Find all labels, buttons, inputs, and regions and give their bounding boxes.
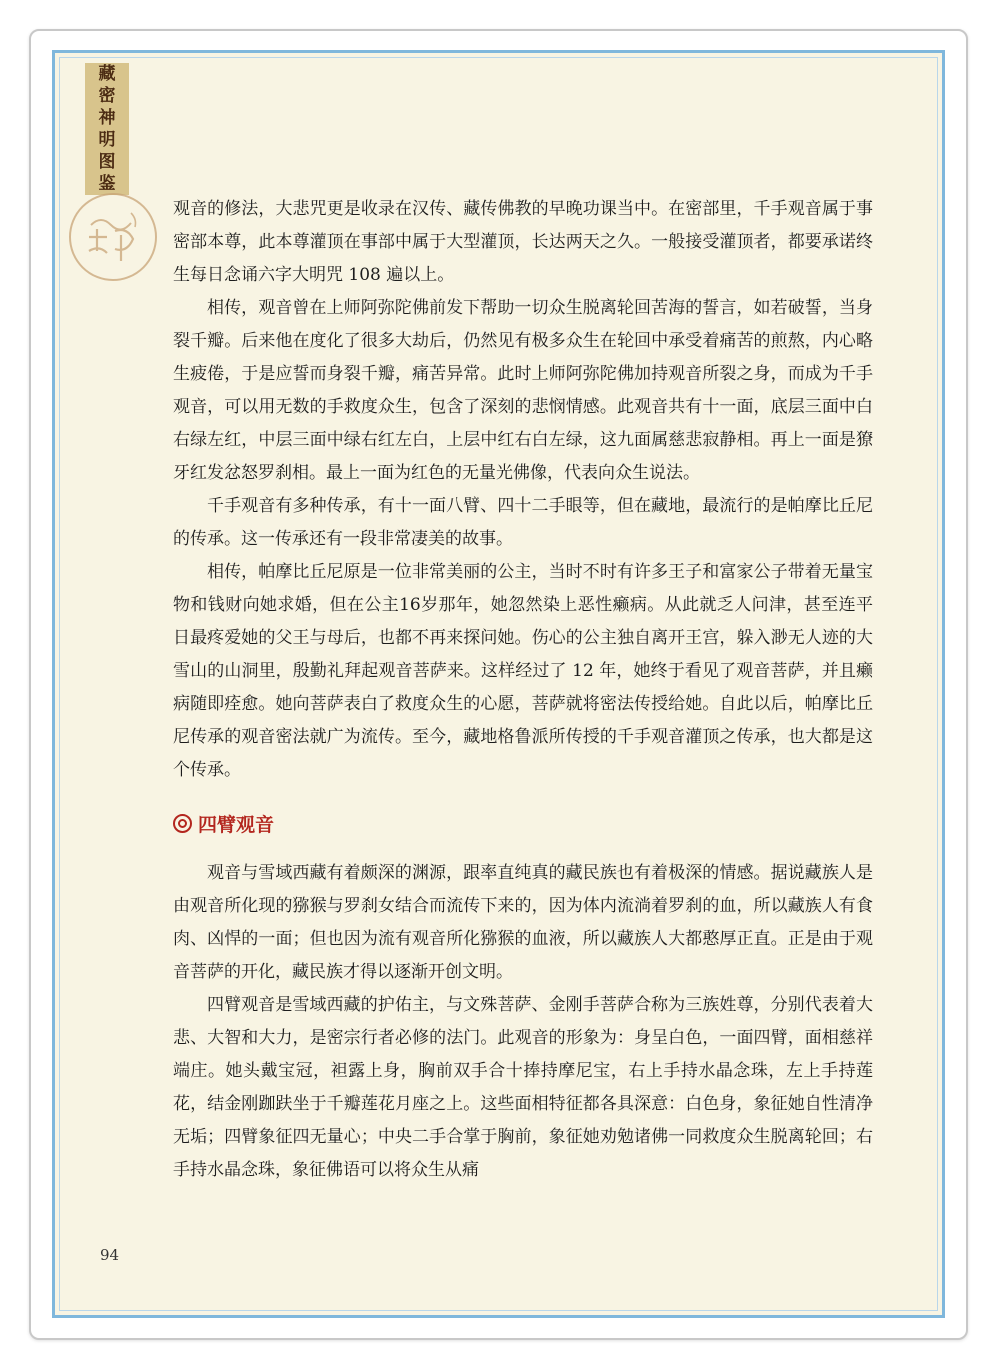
paragraph: 观音与雪域西藏有着颇深的渊源，跟率直纯真的藏民族也有着极深的情感。据说藏族人是由观音所化现的猕猴与罗刹女结合而流传下来的，因为体内流淌着罗刹的血，所以藏族人有食肉、凶悍的一面；但也因为流有观音所化猕猴的血液，所以藏族人大都憨厚正直。正是由于观音菩萨的开化，藏民族才得以逐渐开创文明。 [173, 863, 873, 982]
seal-stamp-icon [69, 193, 157, 281]
book-title-char: 神 [98, 108, 116, 128]
book-title-char: 密 [98, 86, 116, 106]
book-title-char: 图 [98, 152, 116, 172]
paragraph: 相传，帕摩比丘尼原是一位非常美丽的公主，当时不时有许多王子和富家公子带着无量宝物和钱财向她求婚，但在公主16岁那年，她忽然染上恶性癞病。从此就乏人问津，甚至连平日最疼爱她的父王与母后，也都不再来探问她。伤心的公主独自离开王宫，躲入渺无人迹的大雪山的山洞里，殷勤礼拜起观音菩萨来。这样经过了 12 年，她终于看见了观音菩萨，并且癞病随即痊愈。她向菩萨表白了救度众生的心愿，菩萨就将密法传授给她。自此以后，帕摩比丘尼传承的观音密法就广为流传。至今，藏地格鲁派所传授的千手观音灌顶之传承，也大都是这个传承。 [173, 562, 873, 780]
paragraph: 相传，观音曾在上师阿弥陀佛前发下帮助一切众生脱离轮回苦海的誓言，如若破誓，当身裂千瓣。后来他在度化了很多大劫后，仍然见有极多众生在轮回中承受着痛苦的煎熬，内心略生疲倦，于是应誓而身裂千瓣，痛苦异常。此时上师阿弥陀佛加持观音所裂之身，而成为千手观音，可以用无数的手救度众生，包含了深刻的悲悯情感。此观音共有十一面，底层三面中白右绿左红，中层三面中绿右红左白，上层中红右白左绿，这九面属慈悲寂静相。再上一面是獠牙红发忿怒罗刹相。最上一面为红色的无量光佛像，代表向众生说法。 [173, 298, 873, 483]
paragraph: 观音的修法，大悲咒更是收录在汉传、藏传佛教的早晚功课当中。在密部里，千手观音属于事密部本尊，此本尊灌顶在事部中属于大型灌顶，长达两天之久。一般接受灌顶者，都要承诺终生每日念诵六字大明咒 108 遍以上。 [173, 199, 873, 285]
double-circle-icon [173, 814, 192, 833]
book-title-char: 鉴 [98, 174, 116, 194]
article-body [173, 193, 873, 1187]
book-page [52, 50, 945, 1318]
book-title-char: 明 [98, 130, 116, 150]
book-title-tab [85, 63, 129, 195]
section-heading [173, 810, 873, 840]
paragraph: 千手观音有多种传承，有十一面八臂、四十二手眼等，但在藏地，最流行的是帕摩比丘尼的传承。这一传承还有一段非常凄美的故事。 [173, 496, 873, 549]
section-heading-text: 四臂观音 [198, 814, 275, 836]
page-number: 94 [100, 1246, 120, 1264]
paragraph: 四臂观音是雪域西藏的护佑主，与文殊菩萨、金刚手菩萨合称为三族姓尊，分别代表着大悲、大智和大力，是密宗行者必修的法门。此观音的形象为：身呈白色，一面四臂，面相慈祥端庄。她头戴宝冠，袒露上身，胸前双手合十捧持摩尼宝，右上手持水晶念珠，左上手持莲花，结金刚跏趺坐于千瓣莲花月座之上。这些面相特征都各具深意：白色身，象征她自性清净无垢；四臂象征四无量心；中央二手合掌于胸前，象征她劝勉诸佛一同救度众生脱离轮回；右手持水晶念珠，象征佛语可以将众生从痛 [173, 995, 873, 1180]
book-title-char: 藏 [98, 64, 116, 84]
